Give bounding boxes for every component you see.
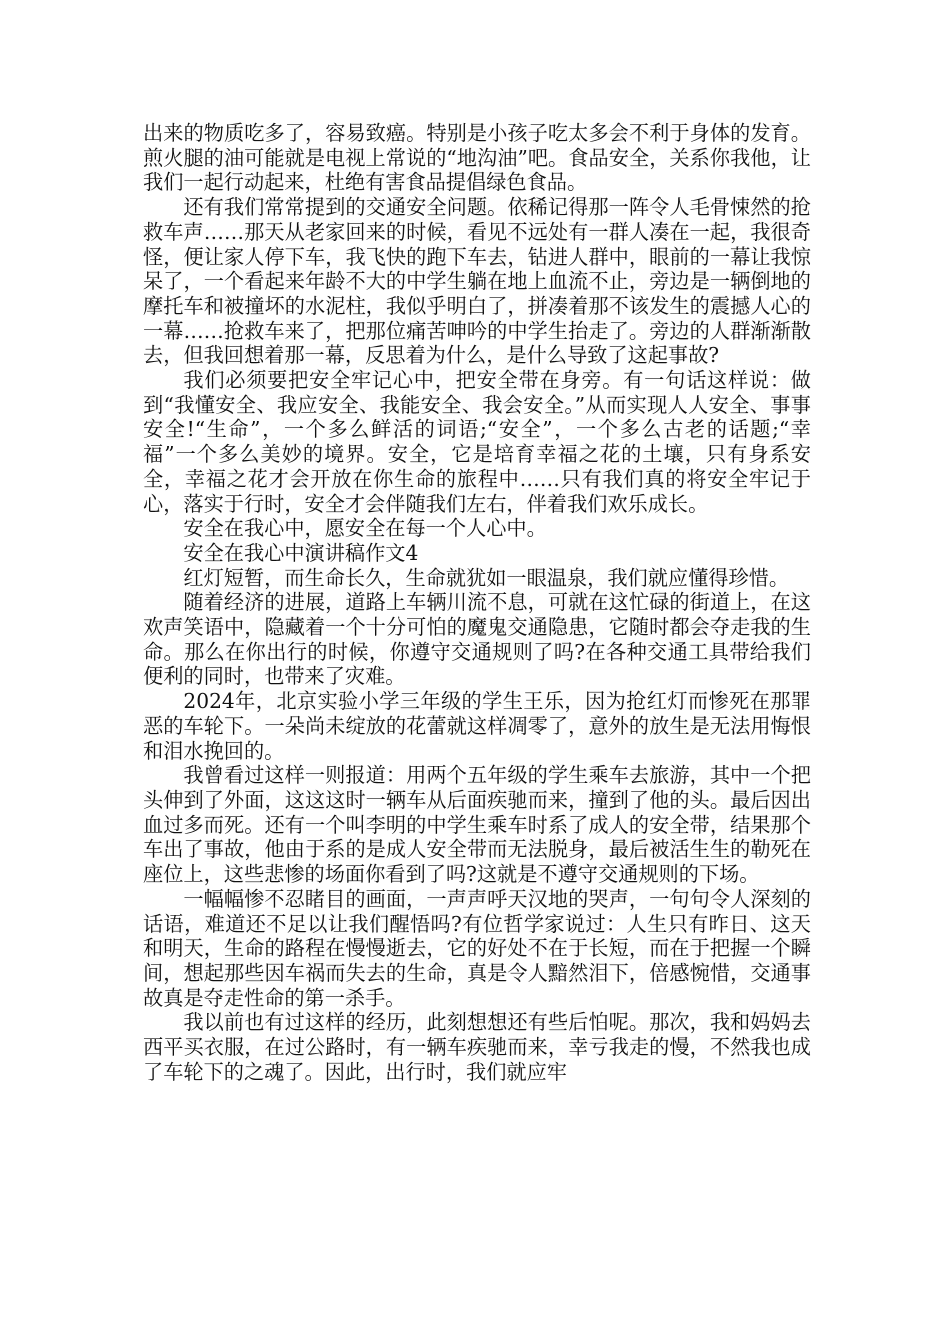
section-heading: 安全在我心中演讲稿作文4 xyxy=(183,540,419,565)
paragraph-5: 红灯短暂，而生命长久，生命就犹如一眼温泉，我们就应懂得珍惜。 xyxy=(183,565,790,590)
paragraph-7: 2024年，北京实验小学三年级的学生王乐，因为抢红灯而惨死在那罪恶的车轮下。一朵尚未绽放的花蕾就这样凋零了，意外的放生是无法用悔恨和泪水挽回的。 xyxy=(143,689,811,763)
document-page xyxy=(143,121,811,1084)
paragraph-1: 出来的物质吃多了，容易致癌。特别是小孩子吃太多会不利于身体的发育。煎火腿的油可能就是电视上常说的“地沟油”吧。食品安全，关系你我他，让我们一起行动起来，杜绝有害食品提倡绿色食品。 xyxy=(143,121,811,195)
paragraph-4: 安全在我心中，愿安全在每一个人心中。 xyxy=(183,516,547,541)
paragraph-6: 随着经济的进展，道路上车辆川流不息，可就在这忙碌的街道上，在这欢声笑语中，隐藏着一个十分可怕的魔鬼交通隐患，它随时都会夺走我的生命。那么在你出行的时候，你遵守交通规则了吗?在各种交通工具带给我们便利的同时，也带来了灾难。 xyxy=(143,590,811,689)
paragraph-2: 还有我们常常提到的交通安全问题。依稀记得那一阵令人毛骨悚然的抢救车声……那天从老家回来的时候，看见不远处有一群人凑在一起，我很奇怪，便让家人停下车，我飞快的跑下车去，钻进人群中，眼前的一幕让我惊呆了，一个看起来年龄不大的中学生躺在地上血流不止，旁边是一辆倒地的摩托车和被撞坏的水泥柱，我似乎明白了，拼凑着那不该发生的震撼人心的一幕……抢救车来了，把那位痛苦呻吟的中学生抬走了。旁边的人群渐渐散去，但我回想着那一幕，反思着为什么，是什么导致了这起事故? xyxy=(143,195,811,368)
paragraph-9: 一幅幅惨不忍睹目的画面，一声声呼天汉地的哭声，一句句令人深刻的话语，难道还不足以让我们醒悟吗?有位哲学家说过：人生只有昨日、这天和明天，生命的路程在慢慢逝去，它的好处不在于长短，而在于把握一个瞬间，想起那些因车祸而失去的生命，真是令人黯然泪下，倍感惋惜，交通事故真是夺走性命的第一杀手。 xyxy=(143,886,811,1010)
paragraph-8: 我曾看过这样一则报道：用两个五年级的学生乘车去旅游，其中一个把头伸到了外面，这这这时一辆车从后面疾驰而来，撞到了他的头。最后因出血过多而死。还有一个叫李明的中学生乘车时系了成人的安全带，结果那个车出了事故，他由于系的是成人安全带而无法脱身，最后被活生生的勒死在座位上，这些悲惨的场面你看到了吗?这就是不遵守交通规则的下场。 xyxy=(143,763,811,887)
paragraph-3: 我们必须要把安全牢记心中，把安全带在身旁。有一句话这样说：做到“我懂安全、我应安全、我能安全、我会安全。”从而实现人人安全、事事安全!“生命”，一个多么鲜活的词语;“安全”，一个多么古老的话题;“幸福”一个多么美妙的境界。安全，它是培育幸福之花的土壤，只有身系安全，幸福之花才会开放在你生命的旅程中……只有我们真的将安全牢记于心，落实于行时，安全才会伴随我们左右，伴着我们欢乐成长。 xyxy=(143,368,811,516)
paragraph-10: 我以前也有过这样的经历，此刻想想还有些后怕呢。那次，我和妈妈去西平买衣服，在过公路时，有一辆车疾驰而来，幸亏我走的慢，不然我也成了车轮下的之魂了。因此，出行时，我们就应牢 xyxy=(143,1010,811,1084)
